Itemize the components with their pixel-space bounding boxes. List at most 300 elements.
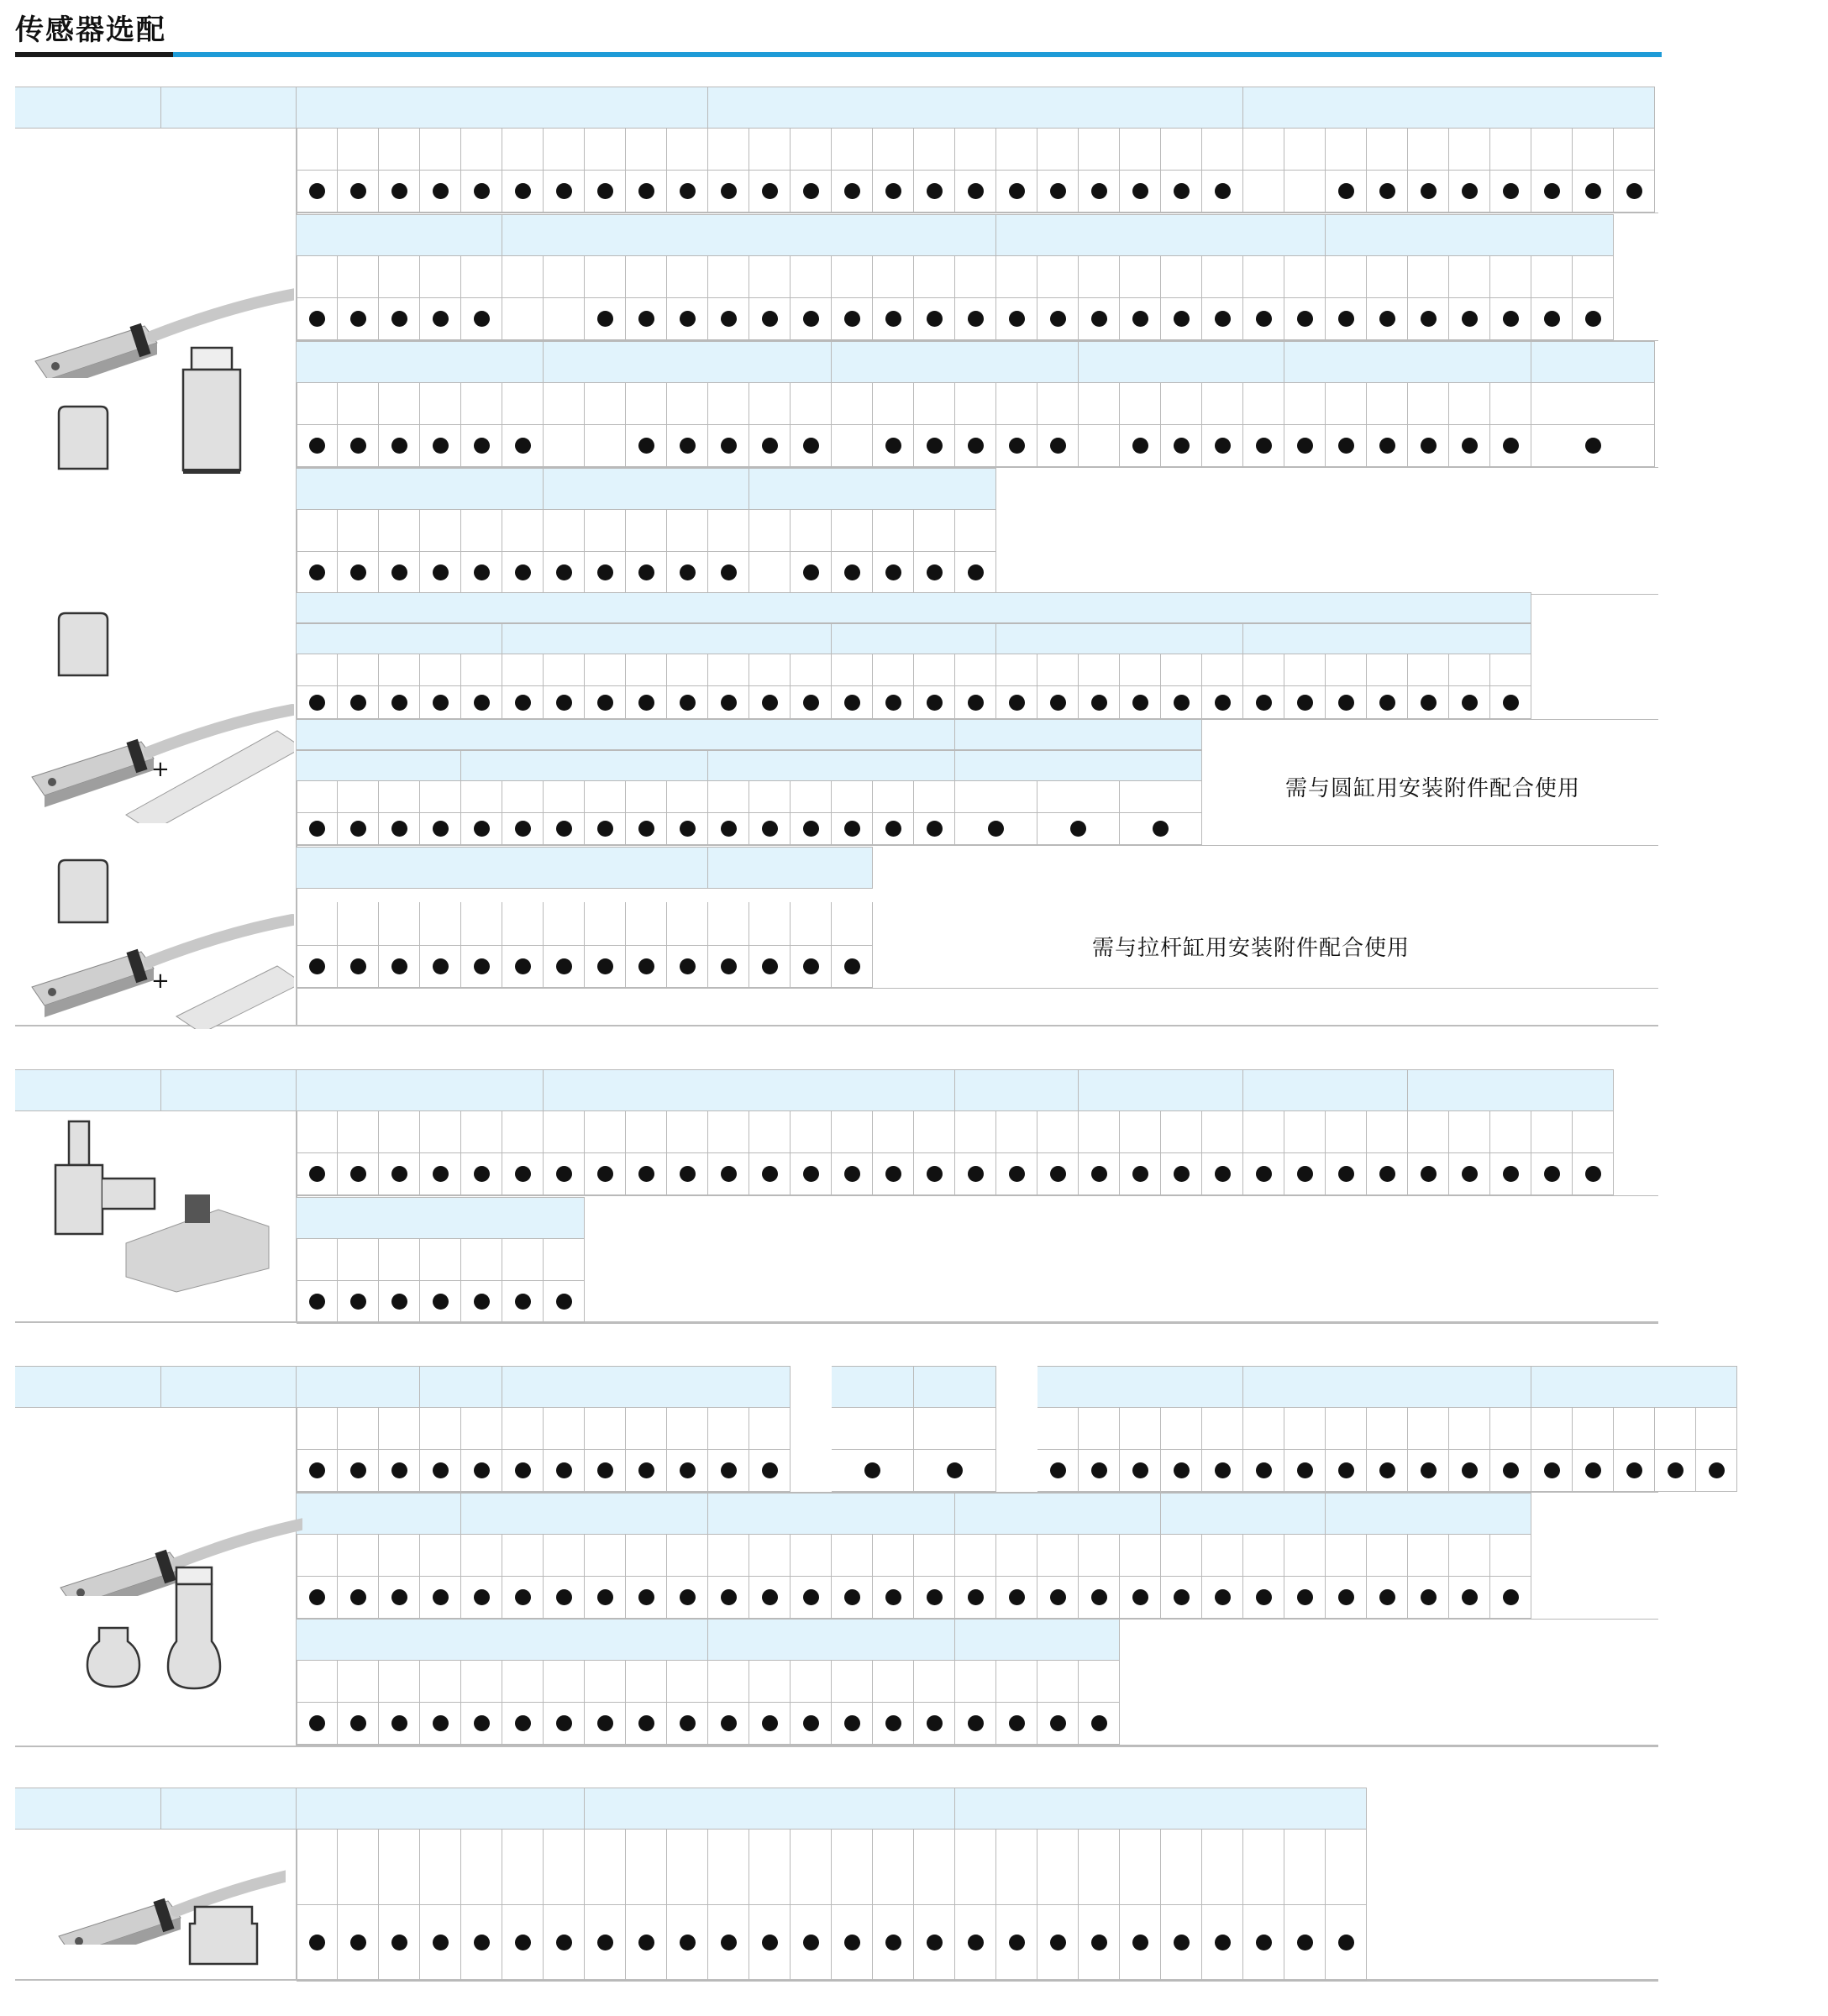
compatible-dot: [968, 183, 984, 199]
compat-cell: [420, 686, 461, 719]
compatible-dot: [515, 1462, 531, 1478]
bore-size-cell: [338, 1535, 379, 1577]
compat-cell: [708, 552, 749, 594]
bore-size-cell: [749, 1408, 791, 1450]
compat-cell: [379, 171, 420, 213]
compatible-dot: [433, 183, 449, 199]
bore-size-cell: [502, 1535, 544, 1577]
bore-size-cell: [379, 510, 420, 552]
bore-size-cell: [461, 1239, 502, 1281]
bore-size-cell: [1490, 654, 1531, 686]
bore-size-cell: [1202, 383, 1243, 425]
compat-cell: [1161, 1153, 1202, 1195]
bore-size-cell: [420, 654, 461, 686]
compat-cell: [708, 425, 749, 467]
compatible-dot: [680, 1935, 696, 1950]
compatible-dot: [350, 1935, 366, 1950]
bore-size-cell: [1161, 256, 1202, 298]
compat-cell: [626, 1577, 667, 1619]
compatible-dot: [638, 1935, 654, 1950]
compat-cell: [1120, 686, 1161, 719]
compatible-dot: [1215, 1166, 1231, 1182]
bore-size-cell: [708, 654, 749, 686]
bore-size-cell: [1326, 256, 1367, 298]
compatible-dot: [762, 1462, 778, 1478]
bore-size-cell: [585, 1111, 626, 1153]
bore-size-cell: [791, 1111, 832, 1153]
bore-size-cell: [996, 1535, 1037, 1577]
compatible-dot: [803, 1589, 819, 1605]
bore-size-cell: [873, 1111, 914, 1153]
bore-size-cell: [585, 510, 626, 552]
compatible-dot: [638, 695, 654, 711]
bore-size-cell: [1037, 1408, 1079, 1450]
compatible-dot: [1297, 695, 1313, 711]
bore-size-cell: [338, 510, 379, 552]
compat-cell: [708, 813, 749, 845]
compat-cell: [502, 1577, 544, 1619]
bore-size-cell: [1243, 1408, 1284, 1450]
compat-cell: [1037, 1577, 1079, 1619]
compat-cell: [749, 1703, 791, 1745]
bore-size-cell: [914, 1535, 955, 1577]
compatible-dot: [844, 958, 860, 974]
bore-size-cell: [1367, 1408, 1408, 1450]
bore-size-cell: [791, 1661, 832, 1703]
cylinder-series-header: [297, 87, 708, 129]
compatible-dot: [947, 1462, 963, 1478]
compatible-dot: [927, 1166, 943, 1182]
bore-size-cell: [1079, 1408, 1120, 1450]
compat-cell: [1367, 1577, 1408, 1619]
cylinder-series-header: [502, 214, 996, 256]
compat-cell: [832, 1450, 914, 1492]
compatible-dot: [1050, 695, 1066, 711]
compat-cell: [1243, 686, 1284, 719]
bore-size-cell: [667, 654, 708, 686]
cylinder-series-header: [1243, 623, 1531, 654]
compatible-dot: [1421, 438, 1437, 454]
compatible-dot: [515, 1166, 531, 1182]
bore-size-cell: [955, 654, 996, 686]
bore-size-cell: [996, 256, 1037, 298]
compat-cell: [461, 1905, 502, 1981]
compat-cell: [914, 686, 955, 719]
cylinder-series-header: [297, 1493, 461, 1535]
compatible-dot: [721, 183, 737, 199]
bore-size-cell: [1367, 383, 1408, 425]
bore-size-cell: [791, 781, 832, 813]
bore-size-cell: [1449, 383, 1490, 425]
row-rule: [297, 1981, 1658, 1982]
bore-size-cell: [1161, 1830, 1202, 1905]
bore-size-cell: [297, 1661, 338, 1703]
compat-cell: [667, 425, 708, 467]
keyhole-profile-icon: [165, 1564, 223, 1692]
compatible-dot: [433, 695, 449, 711]
bore-size-cell: [461, 1830, 502, 1905]
bore-size-cell: [379, 1239, 420, 1281]
compat-cell: [461, 552, 502, 594]
compatible-dot: [350, 695, 366, 711]
compat-cell: [1408, 1450, 1449, 1492]
bore-size-cell: [1408, 1535, 1449, 1577]
compatible-dot: [927, 1935, 943, 1950]
compatible-dot: [1215, 1935, 1231, 1950]
compat-cell: [1079, 1577, 1120, 1619]
compatible-dot: [844, 1715, 860, 1731]
compat-cell: [873, 813, 914, 845]
compat-cell: [791, 552, 832, 594]
bore-size-cell: [1531, 129, 1573, 171]
compat-cell: [338, 1703, 379, 1745]
compat-cell: [1161, 298, 1202, 340]
compat-cell: [297, 1153, 338, 1195]
compat-cell: [1202, 686, 1243, 719]
compatible-dot: [1338, 695, 1354, 711]
bore-size-cell: [1202, 1111, 1243, 1153]
compatible-dot: [1091, 311, 1107, 327]
compatible-dot: [1215, 311, 1231, 327]
mounting-note: 需与拉杆缸用安装附件配合使用: [1092, 936, 1410, 961]
compat-cell: [832, 1703, 873, 1745]
compatible-dot: [1256, 1935, 1272, 1950]
compatible-dot: [515, 958, 531, 974]
bore-size-cell: [1037, 1830, 1079, 1905]
compat-cell: [667, 813, 708, 845]
bore-size-cell: [297, 256, 338, 298]
bore-size-cell: [1326, 1408, 1367, 1450]
bore-size-cell: [420, 1408, 461, 1450]
compatible-dot: [1009, 695, 1025, 711]
compatible-dot: [762, 1715, 778, 1731]
cylinder-series-header: [297, 468, 544, 510]
compat-cell: [955, 686, 996, 719]
bore-size-cell: [914, 1661, 955, 1703]
bore-size-cell: [667, 1535, 708, 1577]
compat-cell: [420, 1450, 461, 1492]
sensor-model-label: [160, 87, 297, 129]
bore-size-cell: [1037, 781, 1120, 813]
bore-size-cell: [502, 383, 544, 425]
cylinder-series-header: [1079, 341, 1284, 383]
bore-size-cell: [955, 383, 996, 425]
bore-size-cell: [832, 510, 873, 552]
bore-size-cell: [1408, 1408, 1449, 1450]
compat-cell: [544, 425, 585, 467]
cylinder-series-header: [955, 750, 1202, 781]
cylinder-series-header: [708, 1619, 955, 1661]
bore-size-cell: [544, 781, 585, 813]
compat-cell: [1449, 425, 1490, 467]
bore-size-cell: [1202, 1535, 1243, 1577]
compat-cell: [996, 1577, 1037, 1619]
compat-cell: [1408, 171, 1449, 213]
bore-size-cell: [1120, 129, 1161, 171]
bore-size-cell: [1079, 129, 1120, 171]
compat-cell: [1367, 298, 1408, 340]
compat-cell: [873, 1703, 914, 1745]
bore-size-cell: [914, 654, 955, 686]
bore-size-cell: [1573, 1408, 1614, 1450]
compat-cell: [1037, 298, 1079, 340]
bore-size-cell: [996, 383, 1037, 425]
compatible-dot: [1379, 183, 1395, 199]
compatible-dot: [1503, 1462, 1519, 1478]
cylinder-series-header: [914, 1366, 996, 1408]
bore-size-cell: [544, 510, 585, 552]
compatible-dot: [391, 821, 407, 837]
compat-cell: [1284, 1905, 1326, 1981]
compatible-dot: [1050, 311, 1066, 327]
compatible-dot: [1503, 183, 1519, 199]
compatible-dot: [515, 821, 531, 837]
bore-size-cell: [338, 1111, 379, 1153]
bore-size-cell: [873, 1830, 914, 1905]
bore-size-cell: [502, 1111, 544, 1153]
compatible-dot: [885, 821, 901, 837]
bore-size-cell: [1367, 256, 1408, 298]
compat-cell: [832, 1577, 873, 1619]
bore-size-cell: [1449, 1408, 1490, 1450]
compatible-dot: [638, 564, 654, 580]
sensor-model-label: [15, 1366, 160, 1408]
compatible-dot: [1174, 695, 1190, 711]
compat-cell: [1120, 1577, 1161, 1619]
bore-size-cell: [1326, 1830, 1367, 1905]
bore-size-cell: [379, 1408, 420, 1450]
cylinder-series-header: [955, 1619, 1120, 1661]
compatible-dot: [309, 1715, 325, 1731]
bore-size-cell: [1449, 1535, 1490, 1577]
compatible-dot: [1585, 438, 1601, 454]
compatible-dot: [433, 438, 449, 454]
compat-cell: [1449, 298, 1490, 340]
bore-size-cell: [832, 1661, 873, 1703]
bore-size-cell: [1243, 1830, 1284, 1905]
compatible-dot: [433, 1935, 449, 1950]
bore-size-cell: [338, 1239, 379, 1281]
compatible-dot: [474, 1715, 490, 1731]
compatible-dot: [762, 1935, 778, 1950]
compatible-dot: [803, 438, 819, 454]
bore-size-cell: [832, 1830, 873, 1905]
bore-size-cell: [420, 902, 461, 946]
bore-size-cell: [955, 1111, 996, 1153]
bore-size-cell: [1531, 383, 1655, 425]
compatible-dot: [1009, 311, 1025, 327]
bore-size-cell: [832, 902, 873, 946]
cylinder-series-header: [955, 1788, 1367, 1830]
compat-cell: [1531, 1450, 1573, 1492]
sensor-model-label: [15, 1788, 160, 1830]
compatible-dot: [556, 564, 572, 580]
compat-cell: [626, 813, 667, 845]
bore-size-cell: [1202, 129, 1243, 171]
compat-cell: [749, 946, 791, 988]
compatible-dot: [680, 183, 696, 199]
bore-size-cell: [1696, 1408, 1737, 1450]
compatible-dot: [680, 1715, 696, 1731]
bore-size-cell: [338, 781, 379, 813]
compat-cell: [379, 946, 420, 988]
bore-size-cell: [1202, 256, 1243, 298]
compatible-dot: [474, 958, 490, 974]
cylinder-series-header: [708, 1493, 955, 1535]
bore-size-cell: [379, 1830, 420, 1905]
compatible-dot: [638, 183, 654, 199]
bore-size-cell: [1037, 383, 1079, 425]
compat-cell: [297, 813, 338, 845]
bore-size-cell: [1284, 256, 1326, 298]
compatible-dot: [474, 695, 490, 711]
compat-cell: [461, 946, 502, 988]
cylinder-series-header: [297, 847, 708, 889]
compatible-dot: [680, 564, 696, 580]
bore-size-cell: [667, 1111, 708, 1153]
compatible-dot: [1544, 183, 1560, 199]
compat-cell: [791, 813, 832, 845]
compatible-dot: [864, 1462, 880, 1478]
compatible-dot: [844, 311, 860, 327]
compatible-dot: [927, 1715, 943, 1731]
bore-size-cell: [832, 1111, 873, 1153]
bore-size-cell: [1202, 1408, 1243, 1450]
bore-size-cell: [544, 1408, 585, 1450]
bore-size-cell: [1367, 1535, 1408, 1577]
compatible-dot: [1132, 1935, 1148, 1950]
compat-cell: [708, 1703, 749, 1745]
compatible-dot: [350, 958, 366, 974]
compat-cell: [626, 1450, 667, 1492]
compatible-dot: [391, 958, 407, 974]
bore-size-cell: [1120, 654, 1161, 686]
compatible-dot: [350, 1294, 366, 1310]
compat-cell: [1326, 1153, 1367, 1195]
bore-size-cell: [1408, 256, 1449, 298]
compat-cell: [955, 552, 996, 594]
compatible-dot: [638, 958, 654, 974]
bore-size-cell: [502, 654, 544, 686]
compat-cell: [544, 946, 585, 988]
compat-cell: [1037, 1703, 1079, 1745]
cylinder-series-header: [420, 1366, 502, 1408]
compatible-dot: [1421, 311, 1437, 327]
compatible-dot: [803, 958, 819, 974]
compat-cell: [873, 1153, 914, 1195]
compatible-dot: [1174, 1462, 1190, 1478]
compatible-dot: [597, 1715, 613, 1731]
compatible-dot: [597, 1166, 613, 1182]
bore-size-cell: [791, 654, 832, 686]
compatible-dot: [1421, 183, 1437, 199]
compatible-dot: [1421, 1166, 1437, 1182]
compatible-dot: [433, 958, 449, 974]
compatible-dot: [350, 821, 366, 837]
compatible-dot: [556, 1589, 572, 1605]
compatible-dot: [927, 183, 943, 199]
compat-cell: [1079, 686, 1120, 719]
compatible-dot: [803, 1715, 819, 1731]
compat-cell: [1490, 1153, 1531, 1195]
compat-cell: [1490, 171, 1531, 213]
compat-cell: [338, 813, 379, 845]
compatible-dot: [350, 438, 366, 454]
bore-size-cell: [626, 510, 667, 552]
compatible-dot: [803, 183, 819, 199]
compat-cell: [955, 171, 996, 213]
compat-cell: [749, 1450, 791, 1492]
compat-cell: [1202, 1577, 1243, 1619]
compatible-dot: [1668, 1462, 1684, 1478]
compatible-dot: [844, 1935, 860, 1950]
compatible-dot: [474, 1166, 490, 1182]
compatible-dot: [474, 821, 490, 837]
sensor-with-rod-bracket-image: [25, 882, 294, 1029]
compatible-dot: [1379, 1166, 1395, 1182]
compat-cell: [379, 1905, 420, 1981]
bore-size-cell: [1243, 129, 1284, 171]
compatible-dot: [762, 311, 778, 327]
compat-cell: [1202, 1153, 1243, 1195]
bore-size-cell: [873, 256, 914, 298]
compatible-dot: [680, 695, 696, 711]
compat-cell: [1326, 425, 1367, 467]
compat-cell: [749, 686, 791, 719]
compat-cell: [749, 298, 791, 340]
bore-size-cell: [379, 1661, 420, 1703]
compatible-dot: [927, 1589, 943, 1605]
compat-cell: [667, 298, 708, 340]
compat-cell: [1573, 1450, 1614, 1492]
bore-size-cell: [1037, 1535, 1079, 1577]
sensor-model-label: [160, 1366, 297, 1408]
compat-cell: [996, 1703, 1037, 1745]
compatible-dot: [474, 1294, 490, 1310]
compatible-dot: [885, 564, 901, 580]
compatible-dot: [309, 695, 325, 711]
bore-size-cell: [708, 1830, 749, 1905]
compatible-dot: [474, 1462, 490, 1478]
compatible-dot: [638, 1715, 654, 1731]
bore-size-cell: [708, 1408, 749, 1450]
compatible-dot: [1050, 1589, 1066, 1605]
bore-size-cell: [626, 383, 667, 425]
bore-size-cell: [1120, 781, 1202, 813]
compatible-dot: [556, 1935, 572, 1950]
compatible-dot: [968, 311, 984, 327]
bore-size-cell: [585, 781, 626, 813]
compat-cell: [914, 552, 955, 594]
compatible-dot: [968, 1715, 984, 1731]
bore-size-cell: [461, 256, 502, 298]
compatible-dot: [1256, 1462, 1272, 1478]
compat-cell: [1079, 425, 1120, 467]
compatible-dot: [638, 311, 654, 327]
compatible-dot: [803, 821, 819, 837]
bore-size-cell: [626, 129, 667, 171]
bore-size-cell: [955, 1535, 996, 1577]
compat-cell: [832, 425, 873, 467]
mounting-note: 需与圆缸用安装附件配合使用: [1285, 776, 1581, 801]
compatible-dot: [391, 564, 407, 580]
compat-cell: [585, 1703, 626, 1745]
compat-cell: [544, 1703, 585, 1745]
bore-size-cell: [1161, 1535, 1202, 1577]
compat-cell: [1120, 1905, 1161, 1981]
bore-size-cell: [420, 1111, 461, 1153]
cylinder-series-header: [297, 214, 502, 256]
